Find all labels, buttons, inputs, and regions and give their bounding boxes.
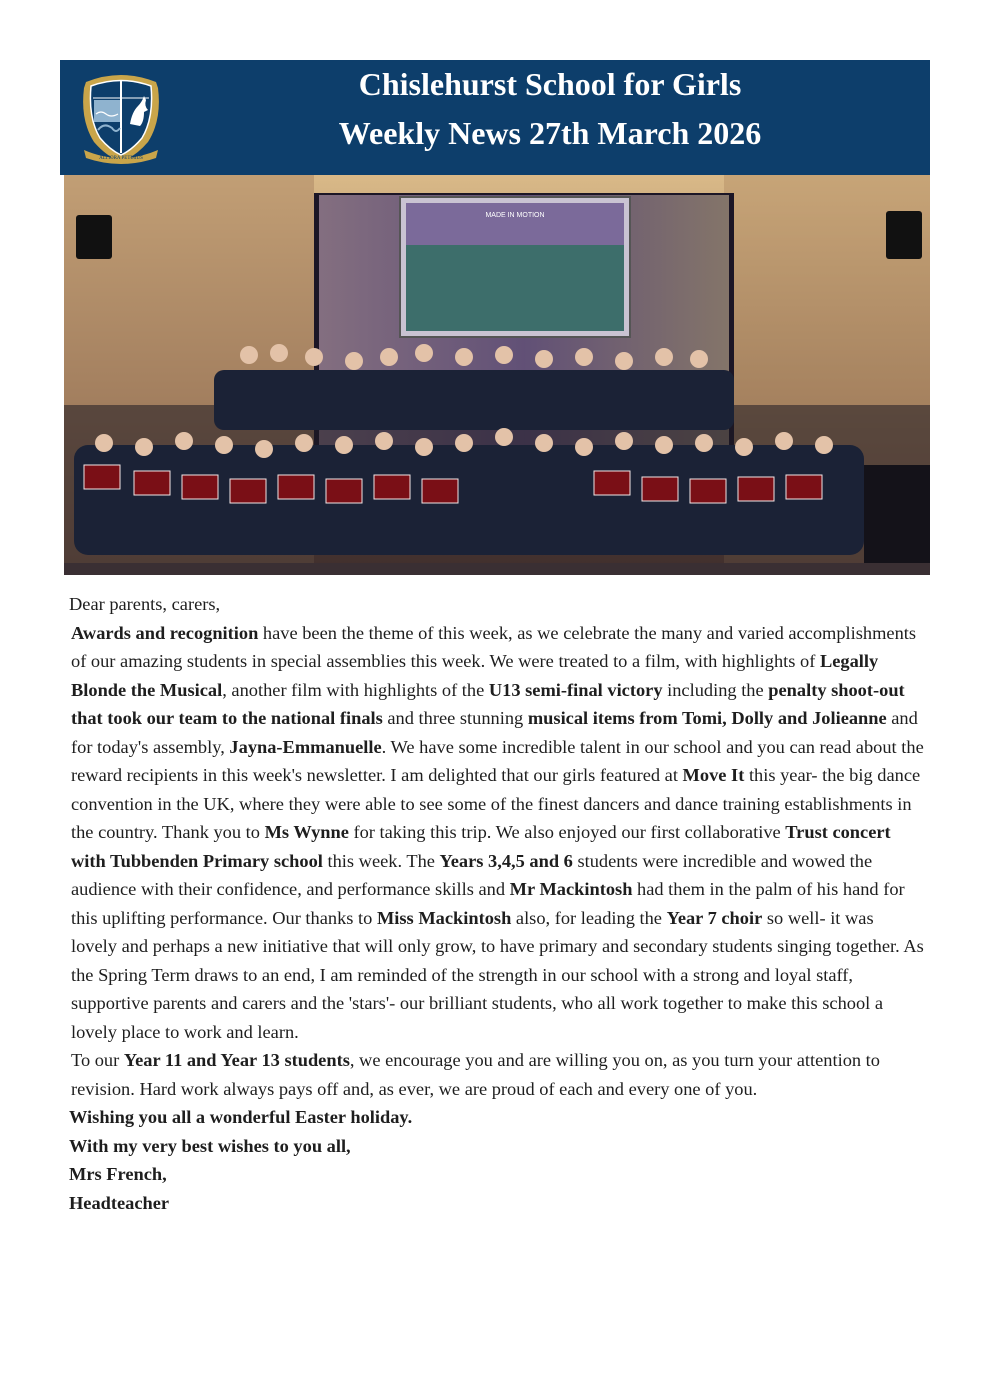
body-text: To our bbox=[71, 1050, 124, 1070]
school-crest-logo bbox=[78, 70, 164, 164]
highlight-text: Awards and recognition bbox=[71, 622, 259, 643]
closing-signoff bbox=[69, 1103, 924, 1217]
highlight-text: Mr Mackintosh bbox=[509, 879, 633, 899]
body-text: for taking this trip. We also enjoyed our first collaborative bbox=[348, 822, 786, 842]
greeting: Dear parents, carers, bbox=[69, 594, 221, 614]
body-text: have been the theme of this week, as we celebrate the many and varied accomplishments of our amazing students in special assemblies this week. We were treated to a film, with highlights of bbox=[71, 622, 917, 671]
svg-text:MADE IN MOTION: MADE IN MOTION bbox=[485, 212, 545, 219]
body-text: this year- the big dance convention in the UK, where they were able to see some of the finest dancers and dance training establishments in the country. Thank you to bbox=[71, 765, 921, 842]
body-text: students were incredible and wowed the audience with their confidence, and performance skills and bbox=[71, 850, 873, 899]
highlight-text: penalty shoot-out that took our team to the national finals bbox=[71, 679, 905, 728]
body-text: , another film with highlights of the bbox=[222, 679, 489, 700]
highlight-text: Year 7 choir bbox=[666, 907, 763, 928]
body-text: , we encourage you and are willing you on, as you turn your attention to revision. Hard work always pays off and, as ever, we are proud of each and every one of you. bbox=[71, 1050, 880, 1099]
body-text: and for today's assembly, bbox=[71, 708, 918, 757]
highlight-text: Legally Blonde the Musical bbox=[71, 651, 879, 700]
highlight-text: musical items from Tomi, Dolly and Jolieanne bbox=[527, 708, 887, 728]
stage-group-photo-illustration bbox=[64, 175, 930, 575]
svg-text:ALTIORA PETIMUS: ALTIORA PETIMUS bbox=[99, 156, 143, 161]
body-text: and three stunning bbox=[382, 708, 528, 728]
issue-title: Weekly News 27th March 2026 bbox=[338, 115, 762, 151]
paragraph-awards bbox=[69, 619, 924, 1047]
paragraph-exam-years bbox=[69, 1046, 924, 1103]
header-banner bbox=[60, 60, 930, 175]
body-text: had them in the palm of his hand for this uplifting performance. Our thanks to bbox=[71, 879, 905, 928]
signatory-role: Headteacher bbox=[69, 1192, 170, 1213]
highlight-text: Move It bbox=[682, 765, 745, 785]
body-text: this week. The bbox=[322, 850, 440, 871]
body-text: so well- it was lovely and perhaps a new initiative that will only grow, to have primary and secondary students singing together. As the Spring Term draws to an end, I am reminded of the strength in our school with a strong and loyal staff, supportive parents and carers and the 'stars'- our brilliant students, who all work together to make this school a lovely place to work and learn. bbox=[71, 907, 924, 1042]
closing-line-1: Wishing you all a wonderful Easter holiday. bbox=[69, 1107, 413, 1127]
highlight-text: Trust concert with Tubbenden Primary school bbox=[71, 822, 891, 871]
body-text: including the bbox=[662, 679, 769, 700]
highlight-text: Ms Wynne bbox=[264, 822, 349, 842]
highlight-text: U13 semi-final victory bbox=[488, 679, 663, 700]
headteacher-letter bbox=[69, 590, 924, 1217]
highlight-text: Year 11 and Year 13 students bbox=[123, 1050, 350, 1070]
body-text: . We have some incredible talent in our school and you can read about the reward recipients in this week's newsletter. I am delighted that our girls featured at bbox=[71, 736, 924, 785]
highlight-text: Miss Mackintosh bbox=[376, 907, 512, 928]
school-name: Chislehurst School for Girls bbox=[358, 66, 742, 102]
body-text: also, for leading the bbox=[511, 907, 667, 928]
highlight-text: Years 3,4,5 and 6 bbox=[439, 850, 573, 871]
signatory-name: Mrs French, bbox=[69, 1164, 167, 1184]
highlight-text: Jayna-Emmanuelle bbox=[229, 736, 382, 757]
awards-assembly-photo bbox=[64, 175, 930, 575]
closing-line-2: With my very best wishes to you all, bbox=[69, 1135, 351, 1156]
